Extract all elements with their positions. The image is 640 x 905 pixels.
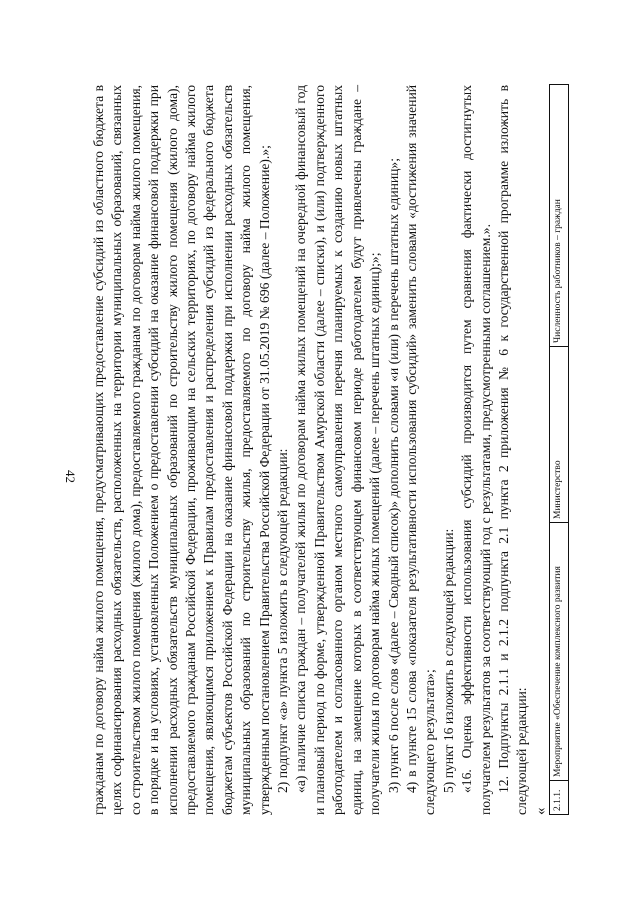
paragraph: 5) пункт 16 изложить в следующей редакции: — [440, 528, 456, 793]
paragraph: «а) наличие списка граждан – получателей жилья по договорам найма жилых помещений на очередной финансовый год и плановый период по форме, утвержденной Правительством Амурской области (далее – списки), и (или) подтвержденного работодателем и согласованного органом местного самоуправления перечня планируемых к созданию новых штатных единиц, на замещение которых в соответствующем финансовом периоде работодателем будут привлечены граждане – получатели жилья по договорам найма жилых помещений (далее – перечень штатных единиц);»; — [293, 85, 383, 815]
table-fragment — [549, 84, 569, 815]
table-row — [549, 85, 568, 815]
opening-quote: « — [532, 807, 549, 815]
rotated-page-content — [63, 85, 563, 815]
table-cell-number: 2.1.1. — [549, 781, 568, 815]
paragraph: 2) подпункт «а» пункта 5 изложить в следующей редакции: — [275, 448, 291, 793]
document-body — [90, 85, 569, 815]
paragraph: 4) в пункте 15 слова «показателя результативности использования субсидий» заменить словами «достижения значений следующего результата»; — [403, 85, 438, 815]
paragraph: гражданам по договору найма жилого помещения, предусматривающих предоставление субсидий из областного бюджета в целях софинансирования расходных обязательств, расположенных на территории муниципальных образований, связанных со строительством жилого помещения (жилого дома), предоставляемого гражданам по договорам найма жилого помещения, в порядке и на условиях, установленных Положением о предоставлении субсидий на оказание финансовой поддержки при исполнении расходных обязательств муниципальных образований по строительству жилого помещения (жилого дома), предоставляемого гражданам Российской Федерации, проживающим на сельских территориях, по договору найма жилого помещения, являющимся приложением к Правилам предоставления и распределения субсидий из федерального бюджета бюджетам субъектов Российской Федерации на оказание финансовой поддержки при исполнении расходных обязательств муниципальных образований по строительству жилья, предоставляемого по договору найма жилого помещения, утвержденным постановлением Правительства Российской Федерации от 31.05.2019 № 696 (далее – Положение).»; — [91, 85, 272, 815]
page-number: 42 — [63, 470, 78, 483]
paragraph: 12. Подпункты 2.1.1 и 2.1.2 подпункта 2.1 пункта 2 приложения № 6 к государственной программе изложить в следующей редакции: — [495, 85, 530, 815]
paragraph: «16. Оценка эффективности использования субсидий производится путем сравнения фактически достигнутых получателем результатов за соответствующий год с результатами, предусмотренными соглашением.». — [459, 85, 493, 815]
table-cell-headcount: Численность работников – граждан — [549, 85, 568, 347]
paragraph-list — [90, 85, 532, 815]
paragraph: 3) пункт 6 после слов «(далее – Сводный список)» дополнить словами «и (или) в перечень штатных единиц»; — [385, 158, 401, 793]
table-cell-ministry: Министерство — [549, 347, 568, 523]
table-cell-event: Мероприятие «Обеспечение комплексного развития — [549, 523, 568, 781]
